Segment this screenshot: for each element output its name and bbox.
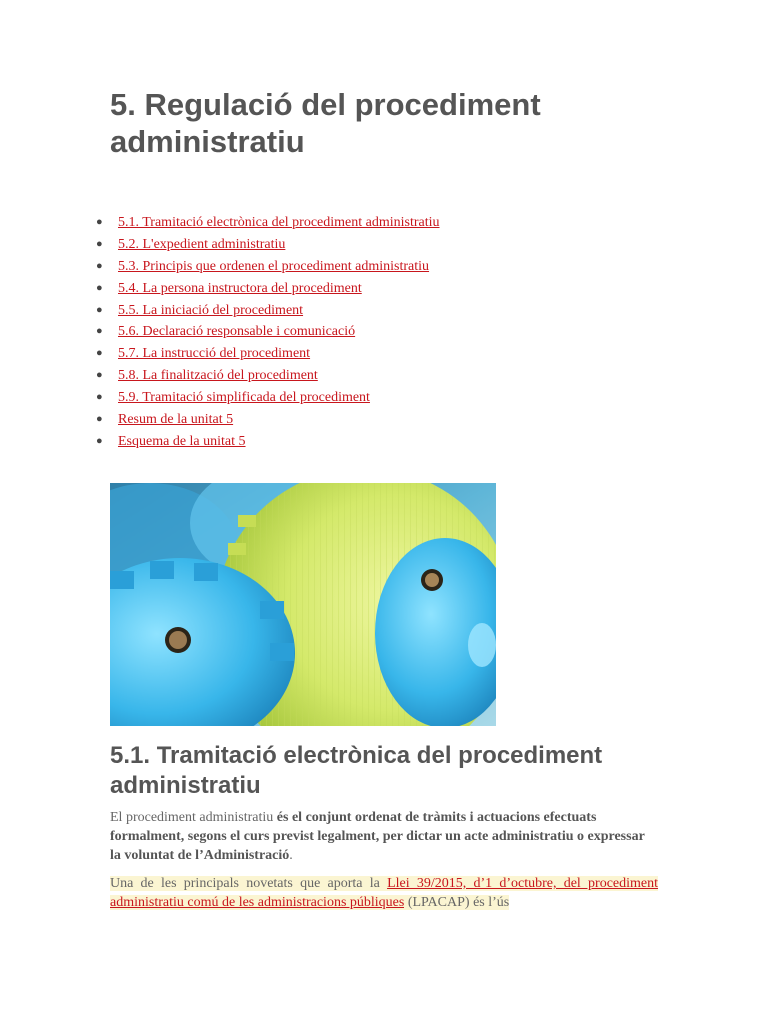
bullet-icon: ● (96, 434, 103, 447)
toc-link[interactable]: 5.5. La iniciació del procediment (118, 302, 304, 318)
paragraph-text: El procediment administratiu (110, 810, 277, 825)
list-item (96, 234, 440, 256)
bullet-icon: ● (96, 347, 103, 360)
list-item (96, 321, 440, 343)
bullet-icon: ● (96, 237, 103, 250)
table-of-contents (96, 212, 440, 453)
toc-link[interactable]: 5.7. La instrucció del procediment (118, 346, 311, 362)
list-item (96, 365, 440, 387)
list-item (96, 212, 440, 234)
highlighted-text: Una de les principals novetats que aporta la (110, 876, 388, 891)
list-item (96, 409, 440, 431)
list-item (96, 343, 440, 365)
toc-link[interactable]: 5.2. L'expedient administratiu (118, 236, 286, 252)
gears-image (110, 483, 496, 726)
bullet-icon: ● (96, 413, 103, 426)
list-item (96, 300, 440, 322)
bullet-icon: ● (96, 281, 103, 294)
toc-link[interactable]: 5.3. Principis que ordenen el procediment administratiu (118, 258, 430, 274)
definition-bold-text: és el conjunt ordenat de tràmits i actuacions efectuats formalment, segons el curs previst legalment, per dictar un acte administratiu o expressar la voluntat de l’Administració (110, 810, 645, 863)
section-heading: 5.1. Tramitació electrònica del procediment administratiu (110, 742, 603, 799)
list-item (96, 278, 440, 300)
bullet-icon: ● (96, 216, 103, 228)
toc-link[interactable]: 5.4. La persona instructora del procediment (118, 280, 362, 296)
bullet-icon: ● (96, 369, 103, 382)
list-item (96, 431, 440, 453)
page-title: 5. Regulació del procediment administratiu (110, 87, 541, 159)
bullet-icon: ● (96, 325, 103, 338)
toc-link[interactable]: Esquema de la unitat 5 (118, 433, 246, 449)
toc-link[interactable]: Resum de la unitat 5 (118, 412, 234, 428)
highlighted-paragraph (110, 874, 658, 912)
toc-link[interactable]: 5.9. Tramitació simplificada del procediment (118, 390, 370, 406)
bullet-icon: ● (96, 391, 103, 404)
list-item (96, 387, 440, 409)
list-item (96, 256, 440, 278)
law-link[interactable]: Llei 39/2015, d’1 d’octubre, del procediment administratiu comú de les administracions públiques (110, 876, 659, 910)
toc-link[interactable]: 5.8. La finalització del procediment (118, 368, 318, 384)
toc-link[interactable]: 5.1. Tramitació electrònica del procediment administratiu (118, 215, 440, 230)
definition-paragraph (110, 808, 658, 865)
bullet-icon: ● (96, 259, 103, 272)
paragraph-text: . (289, 848, 293, 863)
highlighted-text: (LPACAP) és l’ús (404, 895, 510, 910)
bullet-icon: ● (96, 303, 103, 316)
toc-link[interactable]: 5.6. Declaració responsable i comunicació (118, 324, 356, 340)
